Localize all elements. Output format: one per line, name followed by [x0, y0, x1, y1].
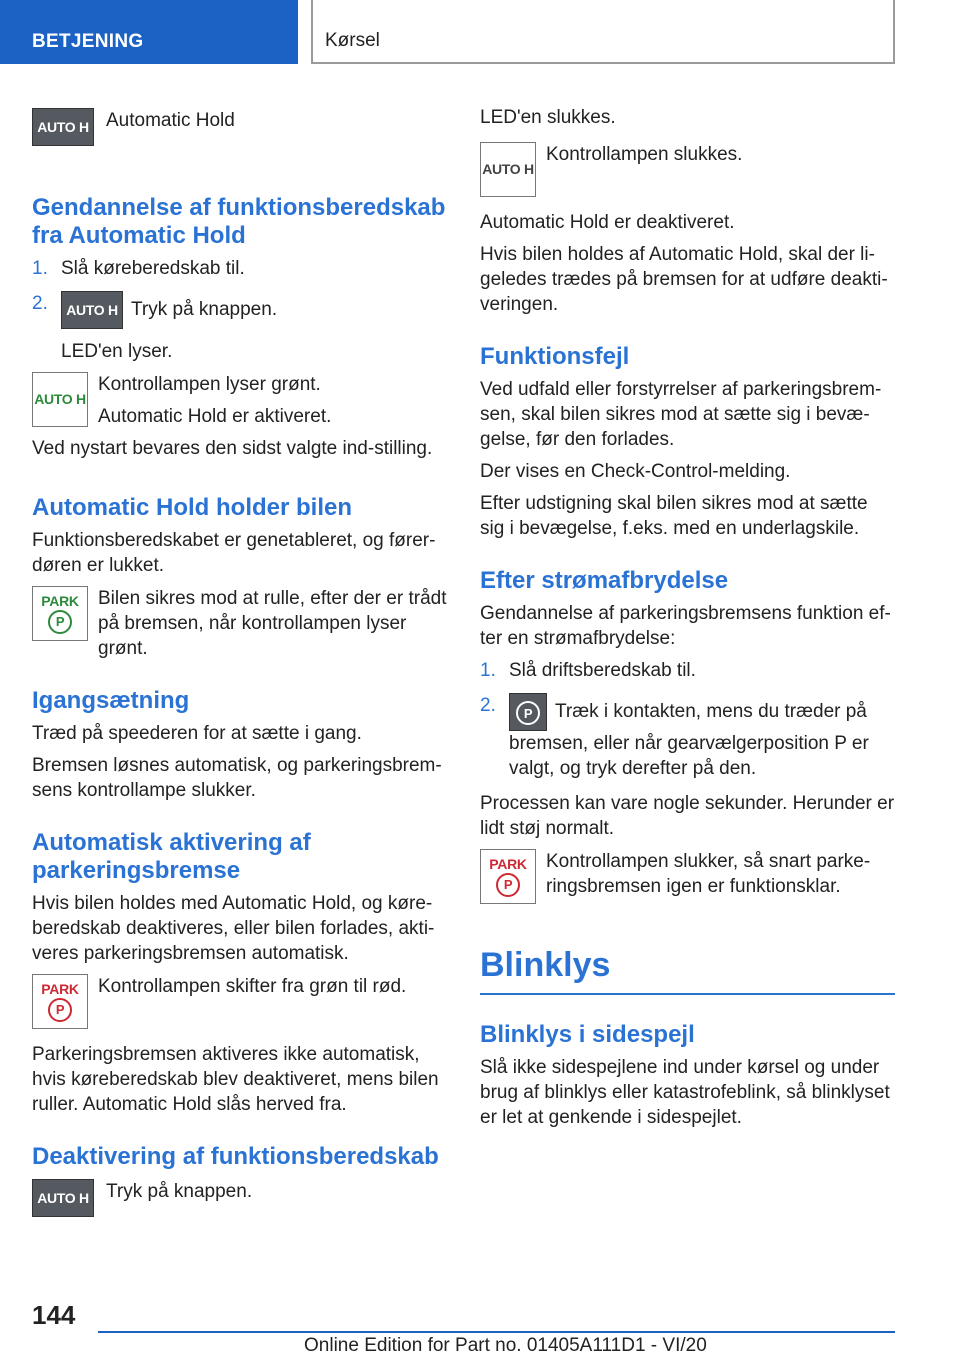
list-item: 2. AUTO H Tryk på knappen. [32, 291, 447, 329]
chapter-heading: Blinklys [480, 945, 895, 995]
section-heading: Igangsætning [32, 687, 190, 714]
steps-list [32, 256, 447, 329]
park-switch-icon: P [509, 693, 547, 731]
section-heading: Automatic Hold holder bilen [32, 494, 353, 521]
edition-text: Online Edition for Part no. 01405A111D1 - VI/20 [304, 1335, 707, 1356]
park-lamp-green-icon: PARK P [32, 586, 88, 641]
steps-list [480, 658, 895, 781]
lamp-note: PARK P Kontrollampen slukker, så snart parke-ringsbremsen igen er funktionsklar. [480, 849, 895, 905]
list-item: 1. Slå driftsberedskab til. [480, 660, 696, 681]
intro-label: Automatic Hold [106, 110, 235, 131]
section-heading: Blinklys i sidespejl [480, 1021, 695, 1048]
page-number: 144 [32, 1300, 76, 1330]
list-item: 2. P Træk i kontakten, mens du træder på bremsen, eller når gearvælgerposition P er valgt, og tryk derefter på den. [480, 695, 869, 779]
park-lamp-red-icon: PARK P [32, 974, 88, 1029]
auto-h-lamp-off-icon: AUTO H [480, 142, 536, 197]
section-heading: Funktionsfejl [480, 343, 630, 370]
section-heading: Deaktivering af funktionsberedskab [32, 1143, 439, 1170]
auto-h-button-icon: AUTO H [61, 291, 123, 329]
left-column: AUTO H Automatic Hold Gendannelse af funktionsberedskab fra Automatic Hold 1. Slå køreberedskab til. 2. AUTO H Tryk på knappen. LED'en lyser. AUTO H Kontrollampen lyser grønt. Automatic Hold er aktiveret. Ved nystart bevares den sidst valgte ind-stilling. Automatic Hold holder bilen Funktionsberedskabet er genetableret, og fører-døren er lukket. PARK P Bilen sikres mod at rulle, efter der er trådt på bremsen, når kontrollampen lyser grønt. Igangsætning Træd på speederen for at sætte i gang. Bremsen løsnes automatisk, og parkeringsbrem-sens kontrollampe slukker. Automatisk aktivering af parkeringsbremse Hvis bilen holdes med Automatic Hold, og køre-beredskab deaktiveres, eller bilen forlades, akti-veres parkeringsbremsen automatisk. PARK P Kontrollampen skifter fra grøn til rød. Parkeringsbremsen aktiveres ikke automatisk, hvis køreberedskab blev deaktiveret, mens bilen ruller. Automatic Hold slås herved fra. Deaktivering af funktionsberedskab AUTO H Tryk på knappen. [32, 102, 447, 1247]
park-lamp-red-icon: PARK P [480, 849, 536, 904]
section-heading: Efter strømafbrydelse [480, 567, 729, 594]
list-item: 1. Slå køreberedskab til. [32, 258, 245, 279]
deactivate-note: AUTO H Tryk på knappen. [32, 1179, 447, 1235]
auto-h-button-icon: AUTO H [32, 108, 94, 146]
section-heading: Gendannelse af funktionsberedskab fra Automatic Hold [32, 194, 446, 249]
lamp-note: AUTO H Kontrollampen lyser grønt. Automatic Hold er aktiveret. Ved nystart bevares den sidst valgte ind-stilling. [32, 374, 433, 459]
led-text: LED'en lyser. [61, 341, 173, 362]
lamp-note: AUTO H Kontrollampen slukkes. [480, 142, 895, 198]
chapter-title: Kørsel [311, 0, 895, 64]
auto-hold-intro [32, 108, 447, 164]
auto-h-lamp-icon: AUTO H [32, 372, 88, 427]
section-tab: BETJENING [0, 0, 298, 64]
right-column: LED'en slukkes. AUTO H Kontrollampen slukkes. Automatic Hold er deaktiveret. Hvis bilen holdes af Automatic Hold, skal der li-geledes trædes på bremsen for at udføre deakti-veringen. Funktionsfejl Ved udfald eller forstyrrelser af parkeringsbrem-sen, skal bilen sikres mod at sætte sig i bevæ-gelse, før den forlades. Der vises en Check-Control-melding. Efter udstigning skal bilen sikres mod at sætte sig i bevægelse, f.eks. med en underlagskile. Efter strømafbrydelse Gendannelse af parkeringsbremsens funktion ef-ter en strømafbrydelse: 1. Slå driftsberedskab til. 2. P Træk i kontakten, mens du træder på bremsen, eller når gearvælgerposition P er valgt, og tryk derefter på den. Processen kan vare nogle sekunder. Herunder er lidt støj normalt. PARK P Kontrollampen slukker, så snart parke-ringsbremsen igen er funktionsklar. Blinklys Blinklys i sidespejl Slå ikke sidespejlene ind under kørsel og under brug af blinklys eller katastrofeblink, så blinklyset er let at genkende i sidespejlet. [480, 107, 895, 1128]
lamp-note: PARK P Kontrollampen skifter fra grøn til rød. [32, 974, 447, 1030]
section-heading: Automatisk aktivering af parkeringsbremse [32, 829, 311, 884]
auto-h-button-icon: AUTO H [32, 1179, 94, 1217]
lamp-note: PARK P Bilen sikres mod at rulle, efter der er trådt på bremsen, når kontrollampen lyser grønt. [32, 586, 447, 661]
